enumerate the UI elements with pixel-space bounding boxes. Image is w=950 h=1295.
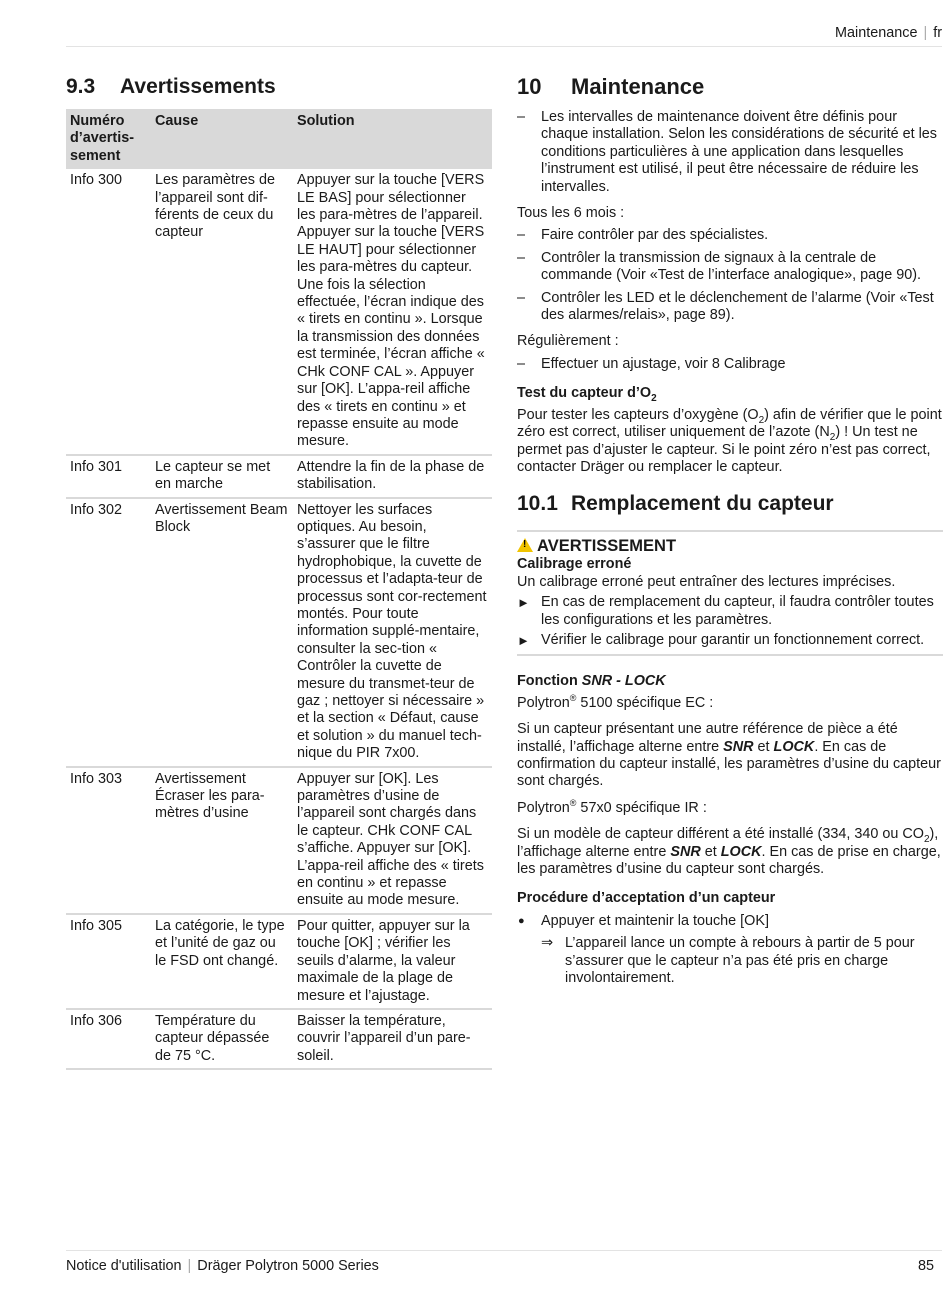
cell-cause: Température du capteur dépassée de 75 °C. [151, 1009, 293, 1069]
cell-cause: La catégorie, le type et l’unité de gaz ou le FSD ont changé. [151, 914, 293, 1009]
warning-text: Un calibrage erroné peut entraîner des lectures imprécises. [517, 573, 896, 590]
left-column [66, 74, 492, 1070]
ir-text-part: ), l’affichage alterne entre [517, 826, 939, 860]
registered-mark: ® [569, 692, 577, 703]
table-row [66, 767, 492, 914]
section-number: 9.3 [66, 75, 96, 98]
cell-number: Info 300 [66, 169, 151, 455]
right-column [517, 74, 943, 987]
lock-text: LOCK [720, 843, 762, 860]
section-title: Remplacement du capteur [571, 492, 834, 516]
warning-title: Calibrage erroné [517, 556, 632, 573]
cell-cause: Les paramètres de l’appareil sont dif-férents de ceux du capteur [151, 169, 293, 455]
snr-heading-text: Fonction [517, 673, 582, 690]
header-lang: fr [933, 25, 942, 41]
section-number: 10 [517, 74, 542, 99]
section-title: Avertissements [120, 75, 276, 98]
ir-text-part: . En cas de prise en charge, les paramètres d’usine du capteur sont chargés. [517, 843, 941, 877]
header-section: Maintenance [835, 25, 918, 41]
section-number: 10.1 [517, 492, 558, 516]
ir-text-part: Si un modèle de capteur différent a été installé (334, 340 ou CO [517, 826, 924, 843]
footer-rule [66, 1250, 942, 1251]
cell-number: Info 305 [66, 914, 151, 1009]
ir-spec: 57x0 spécifique IR : [576, 799, 707, 816]
section-heading-10 [517, 74, 943, 100]
page-footer [66, 1258, 934, 1275]
intro-item: – Les intervalles de maintenance doivent être définis pour chaque installation. Selon les considérations de sécurité et les conditions particulières à une application dans lesquelles l’instrument est utilisé, il peut être nécessaire de réduire les intervalles. [517, 109, 943, 196]
cell-solution: Appuyer sur la touche [VERS LE BAS] pour sélectionner les para-mètres de l’appareil. Appuyer sur la touche [VERS LE HAUT] pour sélectionner les para-mètres du capteur. Une fois la sélection effectuée, l’écran indique des « tirets en continu ». Lorsque la transmission des données est terminée, l’écran affiche « CHk CONF CAL ». Appuyer sur [OK]. L’appa-reil affiche des « tirets en continu » et repasse ensuite au mode mesure. [293, 169, 492, 455]
n2-subscript: 2 [829, 431, 836, 443]
six-months-label: Tous les 6 mois : [517, 205, 625, 222]
warning-triangle-icon [517, 538, 533, 552]
column-header-number: Numéro d’avertis-sement [66, 109, 151, 169]
header-separator: | [923, 25, 928, 41]
procedure-heading: Procédure d’acceptation d’un capteur [517, 890, 776, 907]
o2-text-part: Pour tester les capteurs d’oxygène (O [517, 406, 759, 423]
cell-solution: Baisser la température, couvrir l’appareil d’un pare-soleil. [293, 1009, 492, 1069]
section-title: Maintenance [571, 74, 705, 99]
warning-box [517, 530, 943, 656]
et-text: et [700, 843, 721, 860]
table-row [66, 455, 492, 498]
snr-lock-heading [517, 673, 943, 690]
ec-label [517, 692, 943, 712]
table-row [66, 1009, 492, 1069]
table-header-row [66, 109, 492, 169]
footer-doc: Notice d'utilisation [66, 1258, 182, 1274]
o2-text-part: ) ! Un test ne permet pas d’ajuster le capteur. Si le point zéro n’est pas correct, contacter Dräger ou remplacer le capteur. [517, 424, 931, 475]
o2-text-part: ) afin de vérifier que le point zéro est correct, utiliser uniquement de l’azote (N [517, 406, 942, 441]
list-item: – Contrôler la transmission de signaux à la centrale de commande (Voir «Test de l’interface analogique», page 90). [517, 250, 943, 285]
cell-number: Info 303 [66, 767, 151, 914]
warning-heading [517, 536, 943, 556]
warning-action: ► Vérifier le calibrage pour garantir un fonctionnement correct. [517, 632, 943, 649]
warnings-table [66, 109, 492, 1070]
ec-text-part: Si un capteur présentant une autre référence de pièce a été installé, l’affichage alterne entre [517, 721, 898, 755]
section-heading-9-3 [66, 74, 492, 100]
table-row [66, 914, 492, 1009]
ir-paragraph [517, 826, 943, 878]
warning-label: AVERTISSEMENT [537, 537, 677, 556]
footer-product: Dräger Polytron 5000 Series [197, 1258, 379, 1274]
cell-number: Info 301 [66, 455, 151, 498]
page-number: 85 [917, 1258, 934, 1274]
cell-cause: Avertissement Écraser les para-mètres d’usine [151, 767, 293, 914]
page-header [835, 25, 942, 42]
footer-separator: | [187, 1258, 192, 1274]
table-row [66, 169, 492, 455]
procedure-result: ⇒ L’appareil lance un compte à rebours à partir de 5 pour s’assurer que le capteur n’a pas été pris en charge involontairement. [517, 935, 943, 987]
ec-product: Polytron [517, 694, 570, 711]
table-row [66, 498, 492, 767]
snr-text: SNR [670, 843, 701, 860]
o2-test-heading [517, 385, 943, 405]
co2-subscript: 2 [923, 834, 930, 846]
snr-text: SNR [723, 738, 754, 755]
cell-solution: Appuyer sur [OK]. Les paramètres d’usine de l’appareil sont chargés dans le capteur. CHk CONF CAL s’affiche. Appuyer sur [OK]. L’appa-reil affiche des « tirets en continu » et repasse ensuite au mode mesure. [293, 767, 492, 914]
column-header-cause: Cause [151, 109, 293, 169]
et-text: et [753, 738, 774, 755]
cell-cause: Le capteur se met en marche [151, 455, 293, 498]
o2-test-paragraph [517, 407, 943, 477]
o2-heading-text: Test du capteur d’O [517, 385, 652, 402]
cell-cause: Avertissement Beam Block [151, 498, 293, 767]
registered-mark: ® [569, 797, 577, 808]
list-item: – Effectuer un ajustage, voir 8 Calibrage [517, 356, 943, 373]
procedure-step: ● Appuyer et maintenir la touche [OK] [517, 913, 943, 930]
ec-text-part: . En cas de confirmation du capteur installé, les paramètres d’usine du capteur sont chargés. [517, 738, 941, 790]
warning-action: ► En cas de remplacement du capteur, il faudra contrôler toutes les configurations et les paramètres. [517, 594, 943, 629]
cell-number: Info 302 [66, 498, 151, 767]
cell-solution: Pour quitter, appuyer sur la touche [OK] ; vérifier les seuils d’alarme, la valeur maximale de la plage de mesure et l’ajustage. [293, 914, 492, 1009]
ir-product: Polytron [517, 799, 570, 816]
ec-paragraph [517, 721, 943, 791]
section-heading-10-1 [517, 491, 943, 517]
cell-number: Info 306 [66, 1009, 151, 1069]
o2-subscript: 2 [758, 414, 765, 426]
list-item: – Contrôler les LED et le déclenchement de l’alarme (Voir «Test des alarmes/relais», page 89). [517, 290, 943, 325]
cell-solution: Attendre la fin de la phase de stabilisation. [293, 455, 492, 498]
regular-label: Régulièrement : [517, 333, 619, 350]
lock-text: LOCK [773, 738, 815, 755]
column-header-solution: Solution [293, 109, 492, 169]
o2-heading-subscript: 2 [651, 393, 657, 405]
ir-label [517, 797, 943, 817]
header-rule [66, 46, 942, 47]
cell-solution: Nettoyer les surfaces optiques. Au besoin, s’assurer que le filtre hydrophobique, la cuvette de processus et l’adapta-teur de processus sont cor-rectement montés. Pour toute information supplé-mentaire, consulter la sec-tion « Contrôler la cuvette de mesure du transmet-teur de gaz ; nettoyer si nécessaire » et la section « Défaut, cause et solution » du manuel tech-nique du PIR 7x00. [293, 498, 492, 767]
ec-spec: 5100 spécifique EC : [576, 694, 714, 711]
list-item: – Faire contrôler par des spécialistes. [517, 227, 943, 244]
snr-heading-italic: SNR - LOCK [581, 673, 666, 690]
